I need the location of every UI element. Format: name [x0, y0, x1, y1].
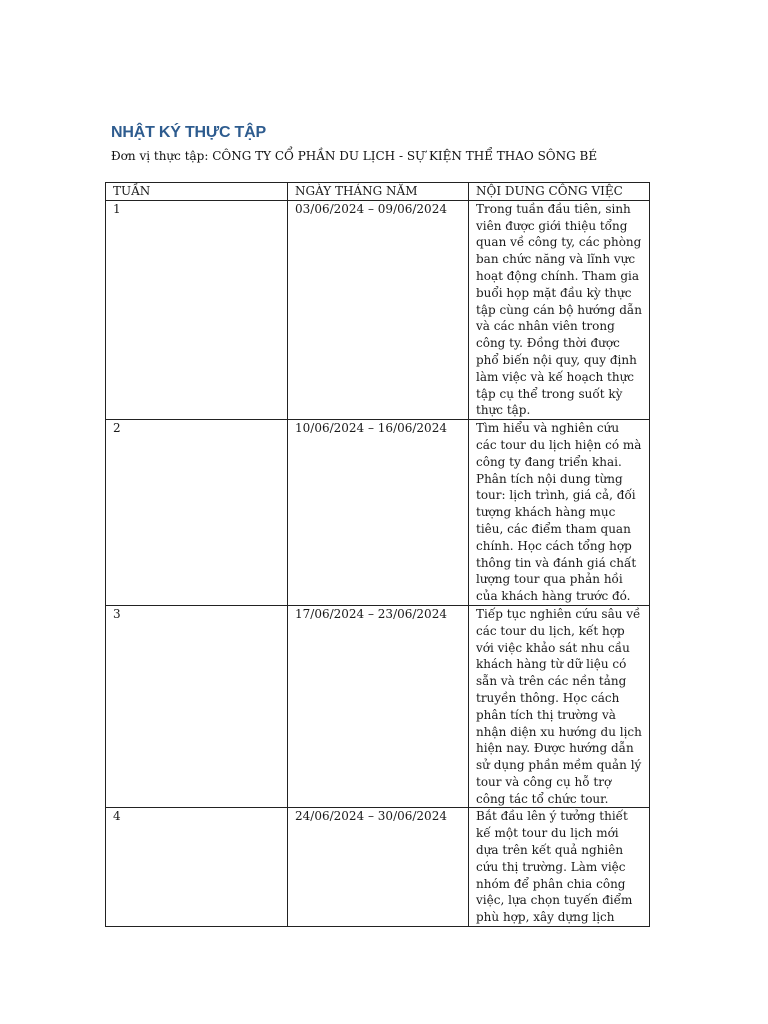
- table-row: [106, 200, 650, 419]
- page-title: NHẬT KÝ THỰC TẬP: [111, 124, 266, 141]
- table-row: [106, 808, 650, 927]
- date-cell: 17/06/2024 – 23/06/2024: [288, 605, 469, 808]
- week-cell: 1: [106, 200, 288, 419]
- header-week: TUẦN: [106, 183, 288, 201]
- header-date: NGÀY THÁNG NĂM: [288, 183, 469, 201]
- table-row: [106, 420, 650, 606]
- week-cell: 3: [106, 605, 288, 808]
- content-cell: Trong tuần đầu tiên, sinh viên được giới thiệu tổng quan về công ty, các phòng ban chức năng và lĩnh vực hoạt động chính. Tham gia buổi họp mặt đầu kỳ thực tập cùng cán bộ hướng dẫn và các nhân viên trong công ty. Đồng thời được phổ biến nội quy, quy định làm việc và kế hoạch thực tập cụ thể trong suốt kỳ thực tập.: [469, 200, 650, 419]
- date-cell: 03/06/2024 – 09/06/2024: [288, 200, 469, 419]
- date-cell: 10/06/2024 – 16/06/2024: [288, 420, 469, 606]
- table-header-row: [106, 183, 650, 201]
- week-cell: 2: [106, 420, 288, 606]
- internship-log-table: [105, 182, 650, 927]
- content-cell: Tiếp tục nghiên cứu sâu về các tour du lịch, kết hợp với việc khảo sát nhu cầu khách hàng từ dữ liệu có sẵn và trên các nền tảng truyền thông. Học cách phân tích thị trường và nhận diện xu hướng du lịch hiện nay. Được hướng dẫn sử dụng phần mềm quản lý tour và công cụ hỗ trợ công tác tổ chức tour.: [469, 605, 650, 808]
- date-cell: 24/06/2024 – 30/06/2024: [288, 808, 469, 927]
- content-cell: Bắt đầu lên ý tưởng thiết kế một tour du lịch mới dựa trên kết quả nghiên cứu thị trường. Làm việc nhóm để phân chia công việc, lựa chọn tuyến điểm phù hợp, xây dựng lịch: [469, 808, 650, 927]
- internship-unit-line: Đơn vị thực tập: CÔNG TY CỔ PHẦN DU LỊCH - SỰ KIỆN THỂ THAO SÔNG BÉ: [111, 149, 598, 163]
- week-cell: 4: [106, 808, 288, 927]
- table-row: [106, 605, 650, 808]
- header-content: NỘI DUNG CÔNG VIỆC: [469, 183, 650, 201]
- content-cell: Tìm hiểu và nghiên cứu các tour du lịch hiện có mà công ty đang triển khai. Phân tích nội dung từng tour: lịch trình, giá cả, đối tượng khách hàng mục tiêu, các điểm tham quan chính. Học cách tổng hợp thông tin và đánh giá chất lượng tour qua phản hồi của khách hàng trước đó.: [469, 420, 650, 606]
